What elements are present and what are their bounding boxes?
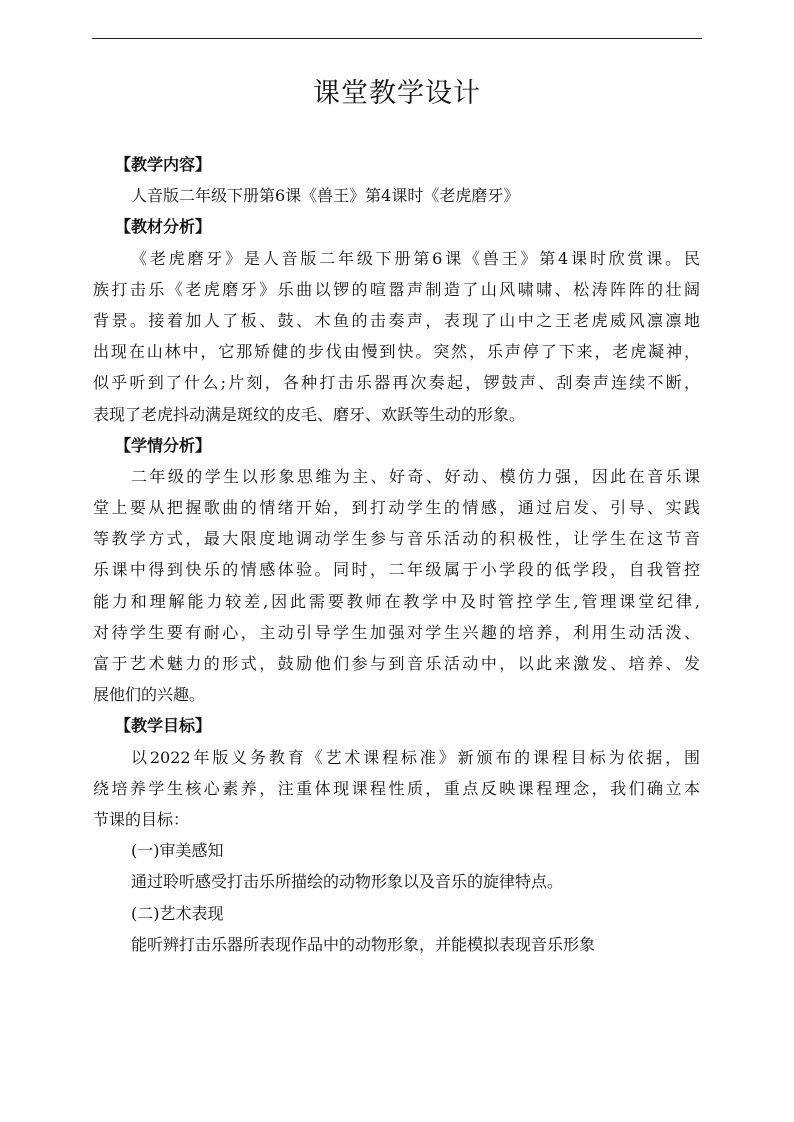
- paragraph-line: 绕培养学生核心素养，注重体现课程性质，重点反映课程理念，我们确立本: [93, 778, 700, 798]
- paragraph-line: 背景。接着加人了板、鼓、木鱼的击奏声，表现了山中之王老虎威风凛凛地: [93, 310, 700, 330]
- document-title: 课堂教学设计: [313, 78, 481, 109]
- paragraph-line: 二年级的学生以形象思维为主、好奇、好动、模仿力强，因此在音乐课: [131, 466, 700, 486]
- section-heading-students: 【学情分析】: [115, 435, 212, 455]
- paragraph-line: 《老虎磨牙》是人音版二年级下册第6课《兽王》第4课时欣赏课。民: [131, 248, 700, 268]
- paragraph-line: 展他们的兴趣。: [93, 685, 206, 705]
- paragraph-line: 能力和理解能力较差,因此需要教师在教学中及时管控学生,管理课堂纪律,: [93, 591, 700, 611]
- paragraph-line: 族打击乐《老虎磨牙》乐曲以锣的喧嚣声制造了山风啸啸、松涛阵阵的壮阔: [93, 279, 700, 299]
- paragraph-line: 出现在山林中，它那矫健的步伐由慢到快。突然，乐声停了下来，老虎凝神，: [93, 342, 700, 362]
- paragraph-line: 以2022年版义务教育《艺术课程标准》新颁布的课程目标为依据，围: [131, 747, 700, 767]
- paragraph-line: 通过聆听感受打击乐所描绘的动物形象以及音乐的旋律特点。: [131, 872, 564, 892]
- subsection-label-aesthetic: (一)审美感知: [131, 841, 224, 861]
- paragraph-line: 能听辨打击乐器所表现作品中的动物形象，并能模拟表现音乐形象: [131, 934, 596, 954]
- paragraph-line: 富于艺术魅力的形式，鼓励他们参与到音乐活动中，以此来激发、培养、发: [93, 654, 700, 673]
- paragraph-line: 节课的目标：: [93, 809, 190, 829]
- paragraph-line: 似乎听到了什么;片刻，各种打击乐器再次奏起，锣鼓声、刮奏声连续不断，: [93, 373, 700, 393]
- document-body: [93, 149, 700, 960]
- paragraph-line: 人音版二年级下册第6课《兽王》第4课时《老虎磨牙》: [131, 186, 520, 206]
- section-heading-material: 【教材分析】: [115, 217, 212, 237]
- section-heading-goals: 【教学目标】: [115, 716, 212, 736]
- paragraph-line: 对待学生要有耐心，主动引导学生加强对学生兴趣的培养，利用生动活泼、: [93, 622, 700, 642]
- paragraph-line: 堂上要从把握歌曲的情绪开始，到打动学生的情感，通过启发、引导、实践: [93, 498, 700, 518]
- paragraph-line: 乐课中得到快乐的情感体验。同时，二年级属于小学段的低学段，自我管控: [93, 560, 700, 580]
- paragraph-line: 等教学方式，最大限度地调动学生参与音乐活动的积极性，让学生在这节音: [93, 529, 700, 549]
- section-heading-content: 【教学内容】: [115, 155, 212, 174]
- header-rule: [92, 38, 702, 39]
- subsection-label-expression: (二)艺术表现: [131, 903, 224, 923]
- paragraph-line: 表现了老虎抖动满是斑纹的皮毛、磨牙、欢跃等生动的形象。: [93, 404, 526, 424]
